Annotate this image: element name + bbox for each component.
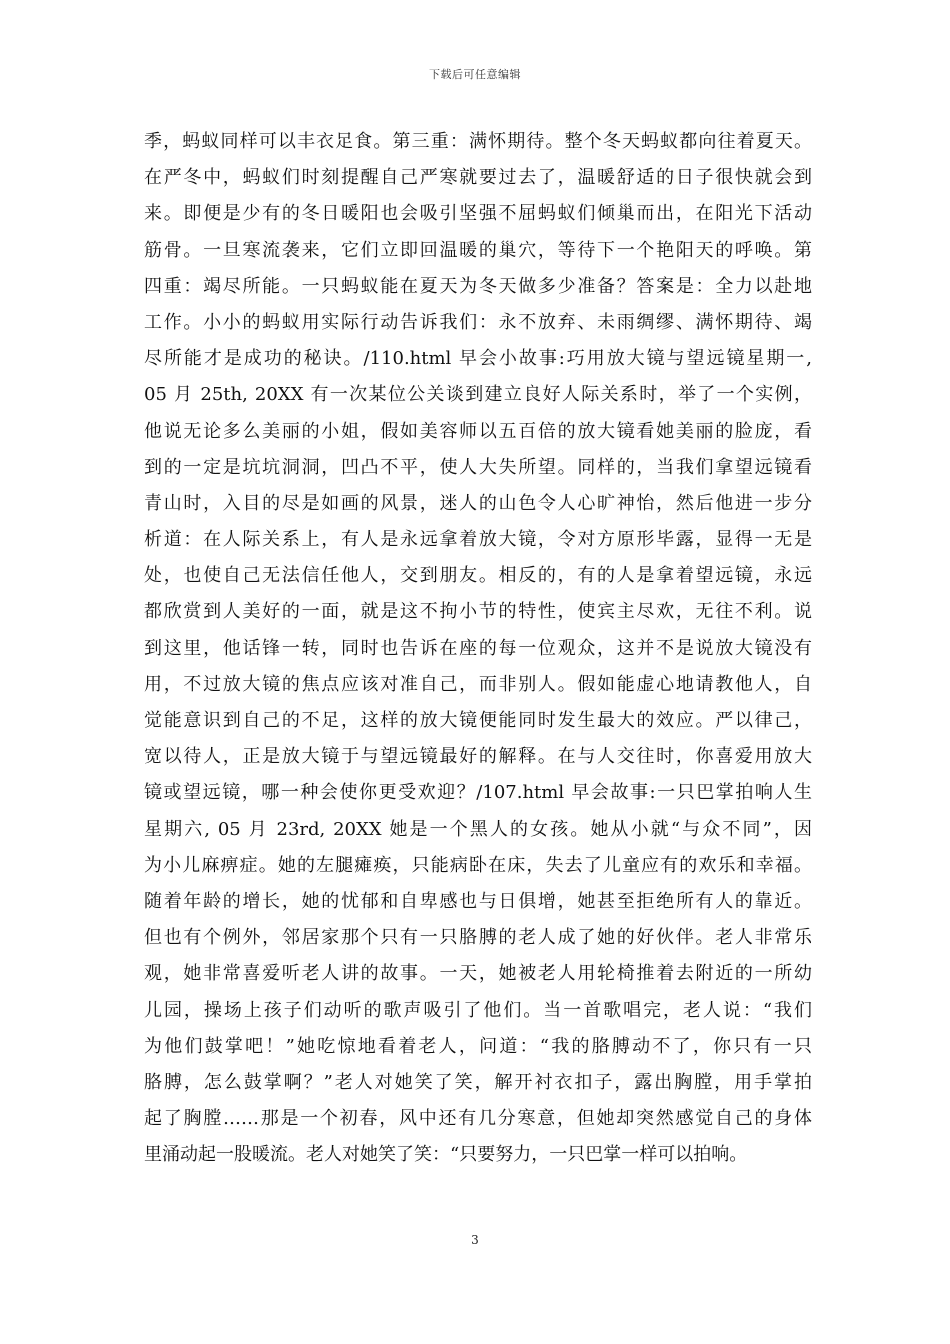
text-line: 但也有个例外，邻居家那个只有一只胳膊的老人成了她的好伙伴。老人非常乐 (144, 927, 812, 949)
text-line: 胳膊，怎么鼓掌啊？”老人对她笑了笑，解开衬衣扣子，露出胸膛，用手掌拍 (144, 1071, 812, 1093)
text-line: 都欣赏到人美好的一面，就是这不拘小节的特性，使宾主尽欢，无往不利。说 (144, 601, 812, 623)
text-line: 季，蚂蚁同样可以丰衣足食。第三重：满怀期待。整个冬天蚂蚁都向往着夏天。 (144, 131, 812, 152)
text-line: 观，她非常喜爱听老人讲的故事。一天，她被老人用轮椅推着去附近的一所幼 (144, 963, 812, 985)
text-line: 随着年龄的增长，她的忧郁和自卑感也与日俱增，她甚至拒绝所有人的靠近。 (144, 890, 812, 912)
page-number: 3 (471, 1233, 479, 1247)
text-line: 尽所能才是成功的秘诀。/110.html 早会小故事:巧用放大镜与望远镜星期一, (144, 348, 812, 370)
text-line: 工作。小小的蚂蚁用实际行动告诉我们：永不放弃、未雨绸缪、满怀期待、竭 (144, 311, 812, 333)
text-line: 析道：在人际关系上，有人是永远拿着放大镜，令对方原形毕露，显得一无是 (144, 529, 812, 551)
text-line: 他说无论多么美丽的小姐，假如美容师以五百倍的放大镜看她美丽的脸庞，看 (144, 420, 812, 442)
text-line: 05 月 25th, 20XX 有一次某位公关谈到建立良好人际关系时，举了一个实例， (144, 384, 812, 406)
text-line: 宽以待人，正是放大镜于与望远镜最好的解释。在与人交往时，你喜爱用放大 (144, 746, 812, 768)
text-line: 觉能意识到自己的不足，这样的放大镜便能同时发生最大的效应。严以律己， (144, 710, 812, 731)
text-line: 来。即便是少有的冬日暖阳也会吸引坚强不屈蚂蚁们倾巢而出，在阳光下活动 (144, 203, 812, 225)
text-line: 起了胸膛……那是一个初春，风中还有几分寒意，但她却突然感觉自己的身体 (144, 1108, 812, 1130)
text-line: 为小儿麻痹症。她的左腿瘫痪，只能病卧在床，失去了儿童应有的欢乐和幸福。 (144, 854, 812, 876)
text-line: 儿园，操场上孩子们动听的歌声吸引了他们。当一首歌唱完，老人说：“我们 (144, 999, 812, 1021)
text-line: 里涌动起一股暖流。老人对她笑了笑：“只要努力，一只巴掌一样可以拍响。 (144, 1144, 748, 1166)
text-line: 四重：竭尽所能。一只蚂蚁能在夏天为冬天做多少准备？答案是：全力以赴地 (144, 275, 812, 297)
text-line: 到的一定是坑坑洞洞，凹凸不平，使人大失所望。同样的，当我们拿望远镜看 (144, 456, 812, 478)
text-line: 镜或望远镜，哪一种会使你更受欢迎？/107.html 早会故事:一只巴掌拍响人生 (144, 782, 812, 804)
text-line: 处，也使自己无法信任他人，交到朋友。相反的，有的人是拿着望远镜，永远 (144, 565, 812, 587)
text-line: 星期六, 05 月 23rd, 20XX 她是一个黑人的女孩。她从小就“与众不同”，因 (144, 818, 812, 840)
text-line: 到这里，他话锋一转，同时也告诉在座的每一位观众，这并不是说放大镜没有 (144, 637, 812, 659)
page-header: 下载后可任意编辑 (429, 68, 521, 81)
body-text (144, 124, 812, 1173)
text-line: 筋骨。一旦寒流袭来，它们立即回温暖的巢穴，等待下一个艳阳天的呼唤。第 (144, 239, 812, 261)
text-line: 用，不过放大镜的焦点应该对准自己，而非别人。假如能虚心地请教他人，自 (144, 673, 812, 695)
text-line: 在严冬中，蚂蚁们时刻提醒自己严寒就要过去了，温暖舒适的日子很快就会到 (144, 167, 812, 189)
text-line: 为他们鼓掌吧！”她吃惊地看着老人，问道：“我的胳膊动不了，你只有一只 (144, 1035, 812, 1057)
text-line: 青山时，入目的尽是如画的风景，迷人的山色令人心旷神怡，然后他进一步分 (144, 492, 812, 514)
